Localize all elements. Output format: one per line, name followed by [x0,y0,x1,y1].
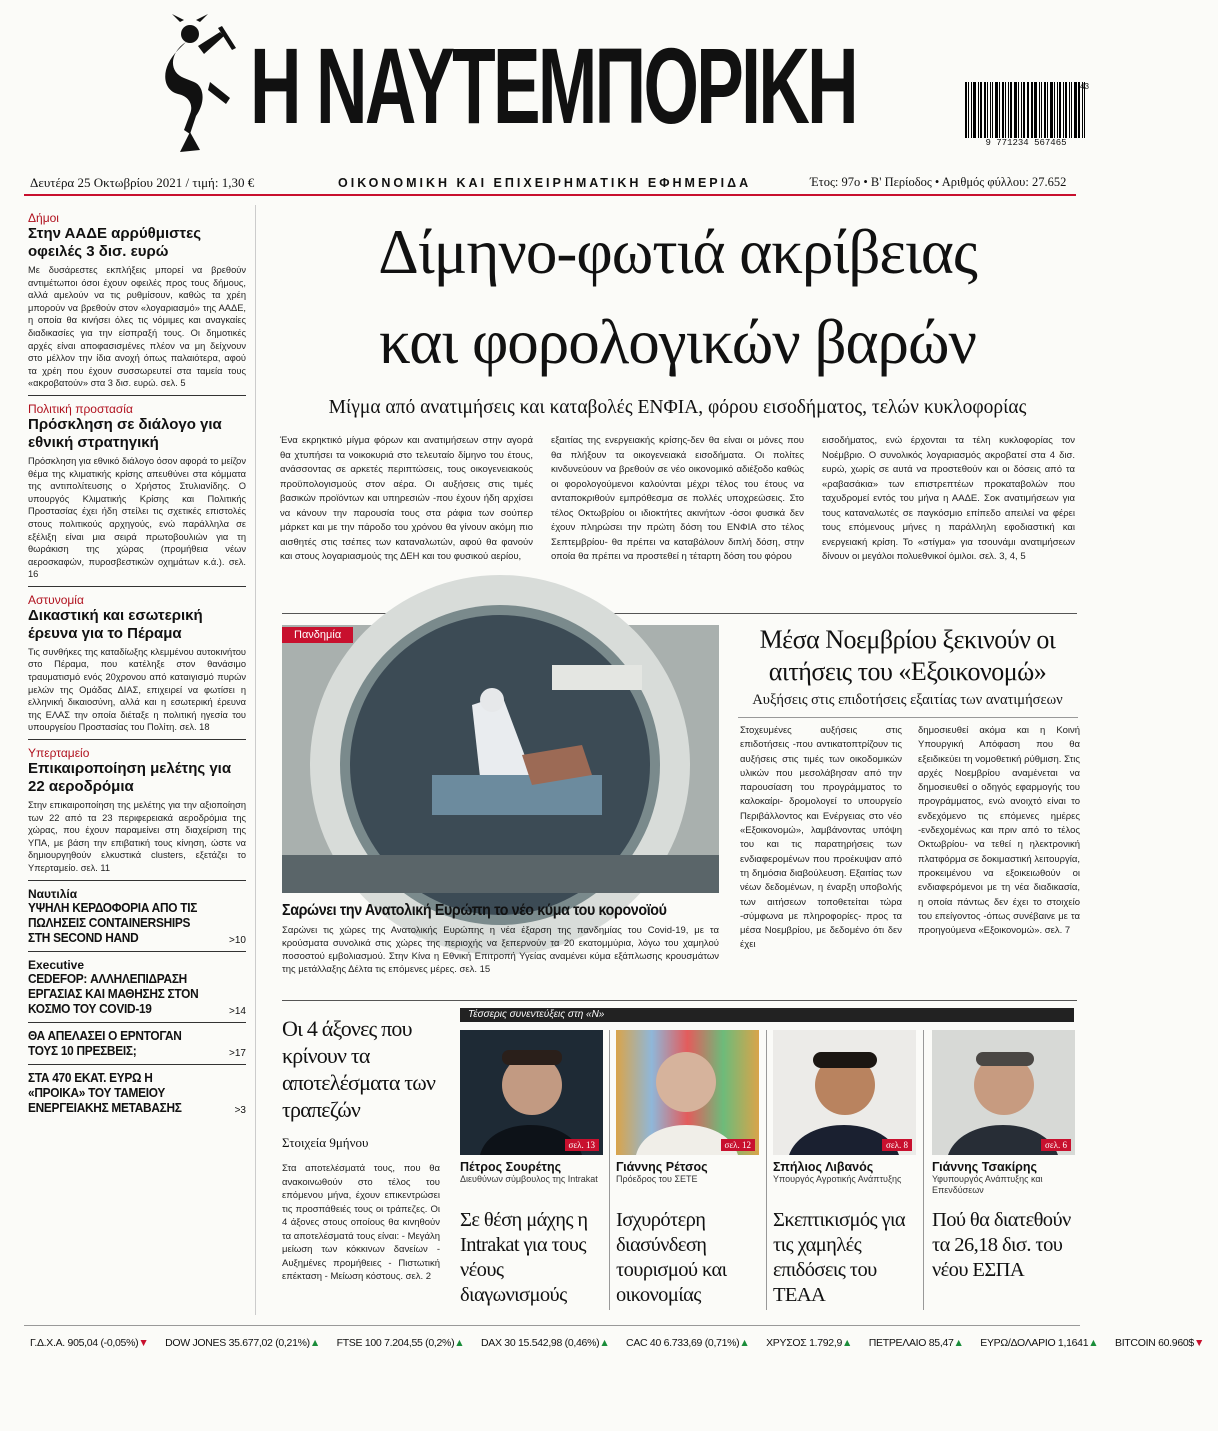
page-ref: σελ. 8 [882,1139,912,1151]
exoikonomo-headline[interactable]: Μέσα Νοεμβρίου ξεκινούν οι αιτήσεις του «Εξοικονομώ» [759,625,1056,686]
up-arrow-icon: ▲ [599,1337,610,1349]
barcode-bar [992,82,993,138]
column-divider [255,205,256,1315]
section-tag: Πανδημία [282,627,353,643]
ticker-label: DOW JONES 35.677,02 (0,21%) [165,1337,310,1349]
section-label: Αστυνομία [28,592,84,607]
story-body: Τις συνθήκες της καταδίωξης κλεμμένου αυτοκινήτου στο Πέραμα, που κατέληξε στον θανάσιμο τραυματισμό ενός 20χρονου από καταιγισμό πυρών μελών της Ομάδας ΔΙΑΣ, επιχειρεί να φωτίσει η ελληνική δικαιοσύνη, αλλά και η εσωτερική έρευνα της ΕΛΑΣ την οποία διέταξε η πολιτική ηγεσία του υπουργείου Προστασίας του Πολίτη. σελ. 18 [28,646,246,733]
barcode-bar [980,82,982,138]
barcode-bar [1039,82,1040,138]
interviewee-role: Διευθύνων σύμβουλος της Intrakat [460,1174,598,1184]
ticker-label: DAX 30 15.542,98 (0,46%) [481,1337,600,1349]
ticker-item [481,1337,609,1349]
ticker-item [1115,1337,1204,1349]
story-headline[interactable]: Πρόσκληση σε διάλογο για εθνική στρατηγική [28,415,222,451]
short-headline[interactable]: ΘΑ ΑΠΕΛΑΣΕΙ Ο ΕΡΝΤΟΓΑΝ ΤΟΥΣ 10 ΠΡΕΣΒΕΙΣ; [28,1028,182,1058]
barcode-bar [968,82,969,138]
hermes-logo-icon [150,12,240,162]
exoikonomo-body [740,724,1080,953]
photo-caption-body: Σαρώνει τις χώρες της Ανατολικής Ευρώπης η νέα έξαρση της πανδημίας του Covid-19, με τα κρούσματα συνολικά στις χώρες της περιοχής να ξεπερνούν τα 20 εκατομμύρια, λόγω του χαμηλού ποσοστού εμβολιασμού. Στην Κίνα η Εθνική Επιτροπή Υγείας αναμένει κύμα εξάπλωσης κρουσμάτων της μετάλλαξης Δέλτα τις επόμενες μέρες. σελ. 15 [282,925,719,975]
barcode-bar [1031,82,1033,138]
lead-headline-line1: Δίμηνο-φωτιά ακρίβειας [378,217,977,287]
down-arrow-icon: ▼ [1193,1337,1205,1349]
ticker-item [337,1337,465,1349]
barcode-issue: 43 [1080,82,1089,91]
up-arrow-icon: ▲ [953,1337,964,1349]
barcode-number: 9 771234 567465 [985,138,1067,148]
page-ref: σελ. 12 [721,1139,756,1151]
barcode-bar [1027,82,1028,138]
down-arrow-icon: ▼ [138,1337,149,1349]
short-headline[interactable]: CEDEFOP: ΑΛΛΗΛΕΠΙΔΡΑΣΗ ΕΡΓΑΣΙΑΣ ΚΑΙ ΜΑΘΗΣΗΣ ΣΤΟΝ ΚΟΣΜΟ ΤΟΥ COVID-19 [28,971,199,1016]
photo-caption-headline[interactable]: Σαρώνει την Ανατολική Ευρώπη το νέο κύμα του κορονοϊού [282,902,667,919]
page-ref: >14 [229,1005,246,1017]
barcode-bar [1041,82,1042,138]
date-price: Δευτέρα 25 Οκτωβρίου 2021 / τιμή: 1,30 € [30,175,255,190]
barcode-bar [973,82,976,138]
tagline: ΟΙΚΟΝΟΜΙΚΗ ΚΑΙ ΕΠΙΧΕΙΡΗΜΑΤΙΚΗ ΕΦΗΜΕΡΙΔΑ [338,176,752,190]
barcode-bar [1008,82,1009,138]
short-story [28,1071,246,1116]
lead-headline[interactable] [270,218,1085,376]
up-arrow-icon: ▲ [454,1337,465,1349]
ticker-item [766,1337,852,1349]
interviewee-name: Πέτρος Σουρέτης [460,1160,562,1174]
barcode-bar [1021,82,1022,138]
banks-body: Στα αποτελέσματά τους, που θα ανακοινωθούν στο τέλος του επόμενου μήνα, έχουν επικεντρώσει τις προσπάθειές τους οι τράπεζες. Οι 4 άξονες στους οποίους θα κινηθούν τα αποτελέσματά τους είναι: - Μεγάλη μείωση των κόκκινων δανείων - Αυξημένες προμήθειες - Πιστωτική επέκταση - Μείωση κόστους. σελ. 2 [282,1163,440,1282]
barcode-bar [990,82,991,138]
masthead-divider [24,194,1076,196]
left-story [28,402,246,587]
short-headline[interactable]: ΣΤΑ 470 ΕΚΑΤ. ΕΥΡΩ Η «ΠΡΟΙΚΑ» ΤΟΥ ΤΑΜΕΙΟΥ ΕΝΕΡΓΕΙΑΚΗΣ ΜΕΤΑΒΑΣΗΣ [28,1070,182,1115]
barcode-bar [987,82,988,138]
barcode-bar [999,82,1000,138]
barcode-bar [984,82,986,138]
barcode-bar [1018,82,1019,138]
short-story [28,887,246,952]
left-story [28,746,246,881]
section-label: Πολιτική προστασία [28,401,133,416]
barcode-bar [1014,82,1017,138]
short-story [28,958,246,1023]
page-ref: >3 [234,1104,246,1116]
interviewee-role: Υπουργός Αγροτικής Ανάπτυξης [773,1174,902,1184]
interviewee-name: Γιάννης Τσακίρης [932,1160,1038,1174]
ticker-label: Γ.Δ.Χ.Α. 905,04 (-0,05%) [30,1337,139,1349]
story-body: Με δυσάρεστες εκπλήξεις μπορεί να βρεθούν αντιμέτωποι όσοι έχουν οφειλές προς τους δήμους, αλλά αμελούν να τις ρυθμίσουν, καθώς τα χρέη μπορούν να βρεθούν στον «λογαριασμό» της ΑΑΔΕ, η οποία θα κινήσει όλες τις νόμιμες και αναγκαίες διαδικασίες για την είσπραξή τους. Οι δημοτικές αρχές είναι αποφασισμένες πλέον να μη δείχνουν στο μέλλον την ίδια ανοχή όπως παλαιότερα, αφού τα χρέη που έχουν συσσωρευτεί στα ταμεία τους «ακροβατούν» στα 3 δισ. ευρώ. σελ. 5 [28,265,246,389]
left-story [28,211,246,396]
barcode-bar [1050,82,1053,138]
section-label: Υπερταμείο [28,746,90,761]
ticker-item [626,1337,749,1349]
ticker-item [30,1337,148,1349]
portrait-photo [932,1030,1075,1155]
ticker-item [980,1337,1098,1349]
ticker-label: ΠΕΤΡΕΛΑΙΟ 85,47 [868,1337,954,1349]
portrait-photo [616,1030,759,1155]
interview-headline: Πού θα διατεθούν τα 26,18 δισ. του νέου ΕΣΠΑ [932,1209,1071,1281]
exoikonomo-subheadline: Αυξήσεις στις επιδοτήσεις εξαιτίας των ανατιμήσεων [752,692,1063,708]
page-ref: >17 [229,1047,246,1059]
barcode-bar [1028,82,1029,138]
barcode-bar [978,82,979,138]
exoikonomo-col: Στοχευμένες αυξήσεις στις επιδοτήσεις -που αντικατοπτρίζουν τις αυξήσεις στις τιμές των οικοδομικών υλικών που μεσολάβησαν από την παρουσίαση του προγράμματος το καλοκαίρι- δρομολογεί το υπουργείο Περιβάλλοντος και Ενέργειας στο νέο «Εξοικονομώ», λαμβάνοντας υπόψη του και τις παρατηρήσεις των ενδιαφερομένων που προέκυψαν από τη δημόσια διαβούλευση. Εξαιτίας των νέων δεδομένων, η έναρξη υποβολής των αιτήσεων τοποθετείται τώρα -σύμφωνα με πληροφορίες- προς τα μέσα Νοεμβρίου, με δεδομένο ότι δεν έχει [740,725,902,951]
up-arrow-icon: ▲ [842,1337,853,1349]
banks-headline[interactable]: Οι 4 άξονες που κρίνουν τα αποτελέσματα των τραπεζών [282,1016,436,1122]
story-headline[interactable]: Στην ΑΑΔΕ αρρύθμιστες οφειλές 3 δισ. ευρώ [28,225,202,260]
barcode-bar [1044,82,1046,138]
ticker-label: BITCOIN 60.960$ [1114,1337,1194,1349]
short-story [28,1029,246,1065]
interviews-banner: Τέσσερις συνεντεύξεις στη «Ν» [460,1008,1074,1022]
interview-card[interactable] [932,1030,1075,1283]
short-headline[interactable]: ΥΨΗΛΗ ΚΕΡΔΟΦΟΡΙΑ ΑΠΟ ΤΙΣ ΠΩΛΗΣΕΙΣ CONTAINERSHIPS ΣΤΗ SECOND HAND [28,900,198,945]
ticker-item [869,1337,964,1349]
barcode-bar [1002,82,1004,138]
banks-subheadline: Στοιχεία 9μήνου [282,1135,369,1150]
lead-body [280,434,1075,565]
up-arrow-icon: ▲ [739,1337,750,1349]
barcode-bar [1054,82,1055,138]
newspaper-title: Η ΝΑΥΤΕΜΠΟΡΙΚΗ [250,25,857,146]
page-ref: σελ. 13 [565,1139,600,1151]
barcode-bar [1034,82,1037,138]
interview-card[interactable] [616,1030,759,1308]
lead-body-col: εξαιτίας της ενεργειακής κρίσης-δεν θα είναι οι μόνες που θα πλήξουν τα οικογενειακά εισοδήματα. Οι πολίτες κινδυνεύουν να βρεθούν σε νέο οικονομικό αδιέξοδο καθώς οι φορολογούμενοι καλούνται μέχρι τέλος του έτους να ανταποκριθούν εμπρόθεσμα σε πολλές υποχρεώσεις. Στο τέλος Οκτωβρίου οι ιδιοκτήτες ακινήτων -όσοι φυσικά δεν έχουν πληρώσει την πρώτη δόση του ΕΝΦΙΑ στο τέλος Σεπτεμβρίου- θα πρέπει να καταβάλουν διπλή δόση, στην οποία θα πρέπει να προστεθεί η τέταρτη δόση του φόρου [551,435,804,562]
issue-info: Έτος: 97ο • Β' Περίοδος • Αριθμός φύλλου: 27.652 [810,175,1067,189]
barcode-bar [1065,82,1067,138]
interview-card[interactable] [773,1030,916,1308]
barcode-bar [1005,82,1006,138]
story-body: Πρόσκληση για εθνικό διάλογο όσον αφορά το μείζον θέμα της κλιματικής κρίσης απευθύνει στα κόμματα της αντιπολίτευσης ο Χρήστος Στυλιανίδης. Ο υπουργός Κλιματικής Κρίσης και Πολιτικής Προστασίας έχει ήδη στείλει τις σχετικές επιστολές στους πολιτικούς αρχηγούς, ενώ παράλληλα σε εξέλιξη είναι μια σειρά πρωτοβουλιών για τη θωράκιση της χώρας (προμήθεια νέων αεροσκαφών, πυροσβεστικών οχημάτων κ.ά.). σελ. 16 [28,455,246,580]
ticker-label: ΕΥΡΩ/ΔΟΛΑΡΙΟ 1,1641 [980,1337,1089,1349]
interviewee-name: Σπήλιος Λιβανός [773,1160,874,1174]
story-headline[interactable]: Επικαιροποίηση μελέτης για 22 αεροδρόμια [28,760,232,796]
portrait-photo [773,1030,916,1155]
barcode-bar [1059,82,1061,138]
barcode-bar [1010,82,1012,138]
barcode-bar [1069,82,1070,138]
lead-subheadline: Μίγμα από ανατιμήσεις και καταβολές ΕΝΦΙΑ, φόρου εισοδήματος, τελών κυκλοφορίας [328,397,1027,418]
interview-headline: Σκεπτικισμός για τις χαμηλές επιδόσεις του ΤΕΑΑ [773,1209,906,1306]
page-ref: σελ. 6 [1041,1139,1071,1151]
barcode [965,82,1087,152]
barcode-bar [1071,82,1072,138]
left-story [28,593,246,740]
section-label: Executive [28,957,85,972]
portrait-photo [460,1030,603,1155]
ticker-label: CAC 40 6.733,69 (0,71%) [626,1337,740,1349]
interviewee-role: Υφυπουργός Ανάπτυξης και Επενδύσεων [932,1174,1043,1195]
story-headline[interactable]: Δικαστική και εσωτερική έρευνα για το Πέραμα [28,606,203,642]
barcode-bar [1074,82,1077,138]
barcode-bar [1063,82,1064,138]
interviewee-name: Γιάννης Ρέτσος [616,1160,708,1174]
left-column [28,205,246,1116]
barcode-bar [995,82,998,138]
barcode-bar [1023,82,1025,138]
interview-card[interactable] [460,1030,603,1308]
barcode-bar [971,82,972,138]
interview-headline: Σε θέση μάχης η Intrakat για τους νέους διαγωνισμούς [460,1209,588,1306]
barcode-bar [1047,82,1048,138]
page-ref: >10 [229,934,246,946]
ticker-item [165,1337,320,1349]
market-ticker [30,1337,1205,1349]
barcode-bar [965,82,967,138]
lead-headline-line2: και φορολογικών βαρών [379,307,976,377]
section-label: Δήμοι [28,211,59,225]
barcode-bar [1057,82,1058,138]
story-body: Στην επικαιροποίηση της μελέτης για την αξιοποίηση των 22 από τα 23 περιφερειακά αεροδρόμια της χώρας, που έχουν παραμείνει στη διαχείριση της ΥΠΑ, με βάση την επιβατική τους κίνηση, ώστε να δημιουργηθούν ελκυστικά clusters, εξετάζει το Υπερταμείο. σελ. 11 [28,800,246,873]
lead-body-col: εισοδήματος, ενώ έρχονται τα τέλη κυκλοφορίας τον Νοέμβριο. Ο συνολικός λογαριασμός ακροβατεί στα 4 δισ. ευρώ, χωρίς σε αυτά να προστεθούν και οι δόσεις από τα «ραβασάκια» των επιστρεπτέων προκαταβολών που ταχυδρομεί εντός του μήνα η ΑΑΔΕ. Σοκ ανατιμήσεων για τους καταναλωτές σε παγκόσμιο επίπεδο απειλεί να φέρει τους επόμενους μήνες η παράλληλη εφοδιαστική και ενεργειακή κρίση. Το «στίγμα» για τσουνάμι ανατιμήσεων δίνουν οι μεγάλοι πολυεθνικοί όμιλοι. σελ. 3, 4, 5 [822,435,1075,562]
interviewee-role: Πρόεδρος του ΣΕΤΕ [616,1174,698,1184]
up-arrow-icon: ▲ [309,1337,320,1349]
lead-body-col: Ένα εκρηκτικό μίγμα φόρων και ανατιμήσεων στην αγορά θα χτυπήσει τα νοικοκυριά στο τελευταίο δίμηνο του έτους, ανάσσοντας σε αρκετές περιπτώσεις, τους οικογενειακούς προϋπολογισμούς στον αέρα. Οι αυξήσεις στις τιμές βασικών προϊόντων και υπηρεσιών -που έχουν ήδη αρχίσει να κάνουν την παρουσία τους στα ράφια των σούπερ μάρκετ και με την πάροδο του χρόνου θα γίνουν ακόμη πιο αισθητές στις τσέπες των καταναλωτών, αφού θα φανούν και στους λογαριασμούς της ΔΕΗ και του φυσικού αερίου, [280,435,533,562]
up-arrow-icon: ▲ [1088,1337,1099,1349]
ticker-label: ΧΡΥΣΟΣ 1.792,9 [766,1337,843,1349]
section-label: Ναυτιλία [28,886,78,901]
ticker-label: FTSE 100 7.204,55 (0,2%) [336,1337,455,1349]
interview-headline: Ισχυρότερη διασύνδεση τουρισμού και οικονομίας [616,1209,727,1306]
ct-scanner-photo[interactable] [282,625,719,893]
exoikonomo-col: δημοσιευθεί ακόμα και η Κοινή Υπουργική Απόφαση που θα εξειδικεύει τη νομοθετική ρύθμιση. Στις αρχές Νοεμβρίου αναμένεται να δημοσιευθεί ο οδηγός εφαρμογής του προγράμματος, ενώ ανοιχτό είναι το ενδεχόμενο τις επόμενες ημέρες -ενδεχομένως και πριν από το τέλος Οκτωβρίου- να τεθεί η ηλεκτρονική πλατφόρμα σε δοκιμαστική λειτουργία, προκειμένου να εξοικειωθούν οι ενδιαφερόμενοι με τη νέα διαδικασία, η οποία πάντως δεν έχει το στοιχείο του επείγοντος -όπως συνέβαινε με τα προηγούμενα «Εξοικονομώ». σελ. 7 [918,725,1080,937]
